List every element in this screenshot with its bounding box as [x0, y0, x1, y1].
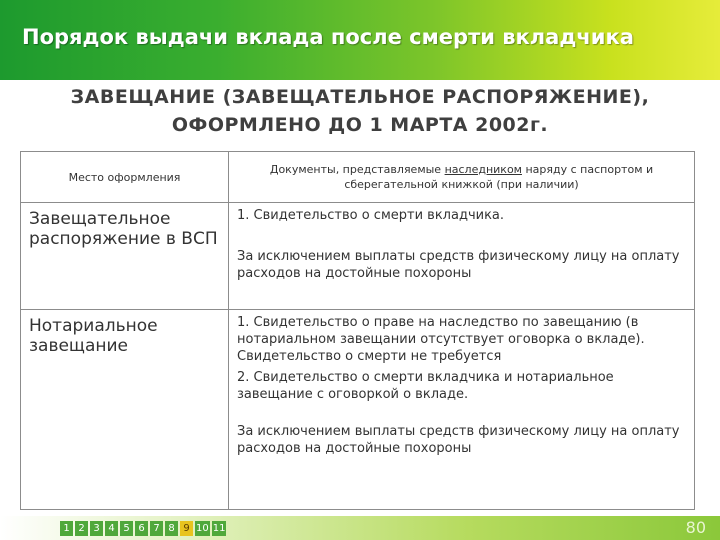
- subtitle-line-2: ОФОРМЛЕНО ДО 1 МАРТА 2002г.: [171, 114, 549, 136]
- table-row: [21, 203, 695, 310]
- page-number: 80: [685, 518, 706, 537]
- row-documents: [229, 203, 695, 310]
- doc-item: 1. Свидетельство о смерти вкладчика.: [237, 208, 505, 223]
- doc-item: 1. Свидетельство о праве на наследство по завещанию (в нотариальном завещании отсутствует оговорка о вкладе).: [237, 315, 645, 347]
- pager-button-11[interactable]: 11: [212, 523, 226, 534]
- slide-title: Порядок выдачи вклада после смерти вкладчика: [22, 25, 634, 49]
- slide-pager: [60, 521, 226, 536]
- header-docs-post: наряду с паспортом и сберегательной книжкой (при наличии): [344, 163, 654, 191]
- row-place: Завещательное распоряжение в ВСП: [21, 203, 229, 310]
- table-row: [21, 310, 695, 510]
- doc-exception: За исключением выплаты средств физическому лицу на оплату расходов на достойные похороны: [237, 424, 680, 456]
- pager-button-3[interactable]: 3: [90, 521, 103, 536]
- table-header-row: [21, 152, 695, 203]
- pager-button-10[interactable]: 10: [196, 523, 209, 534]
- doc-exception: За исключением выплаты средств физическому лицу на оплату расходов на достойные похороны: [237, 249, 680, 281]
- pager-button-1[interactable]: 1: [60, 521, 73, 536]
- header-place: Место оформления: [21, 152, 229, 203]
- pager-button-6[interactable]: 6: [135, 521, 148, 536]
- doc-item: 2. Свидетельство о смерти вкладчика и нотариальное завещание с оговоркой о вкладе.: [237, 370, 614, 402]
- documents-table: [20, 151, 695, 510]
- pager-button-9[interactable]: 9: [180, 521, 193, 536]
- header-docs-pre: Документы, представляемые: [269, 163, 445, 176]
- pager-button-7[interactable]: 7: [150, 521, 163, 536]
- pager-button-5[interactable]: 5: [120, 521, 133, 536]
- doc-note: Свидетельство о смерти не требуется: [237, 349, 502, 364]
- pager-button-8[interactable]: 8: [165, 521, 178, 536]
- row-place: Нотариальное завещание: [21, 310, 229, 510]
- heir-link[interactable]: наследником: [444, 163, 522, 176]
- pager-button-4[interactable]: 4: [105, 521, 118, 536]
- header-documents: [229, 152, 695, 203]
- subtitle-line-1: ЗАВЕЩАНИЕ (ЗАВЕЩАТЕЛЬНОЕ РАСПОРЯЖЕНИЕ),: [70, 86, 650, 108]
- row-documents: [229, 310, 695, 510]
- pager-button-2[interactable]: 2: [75, 521, 88, 536]
